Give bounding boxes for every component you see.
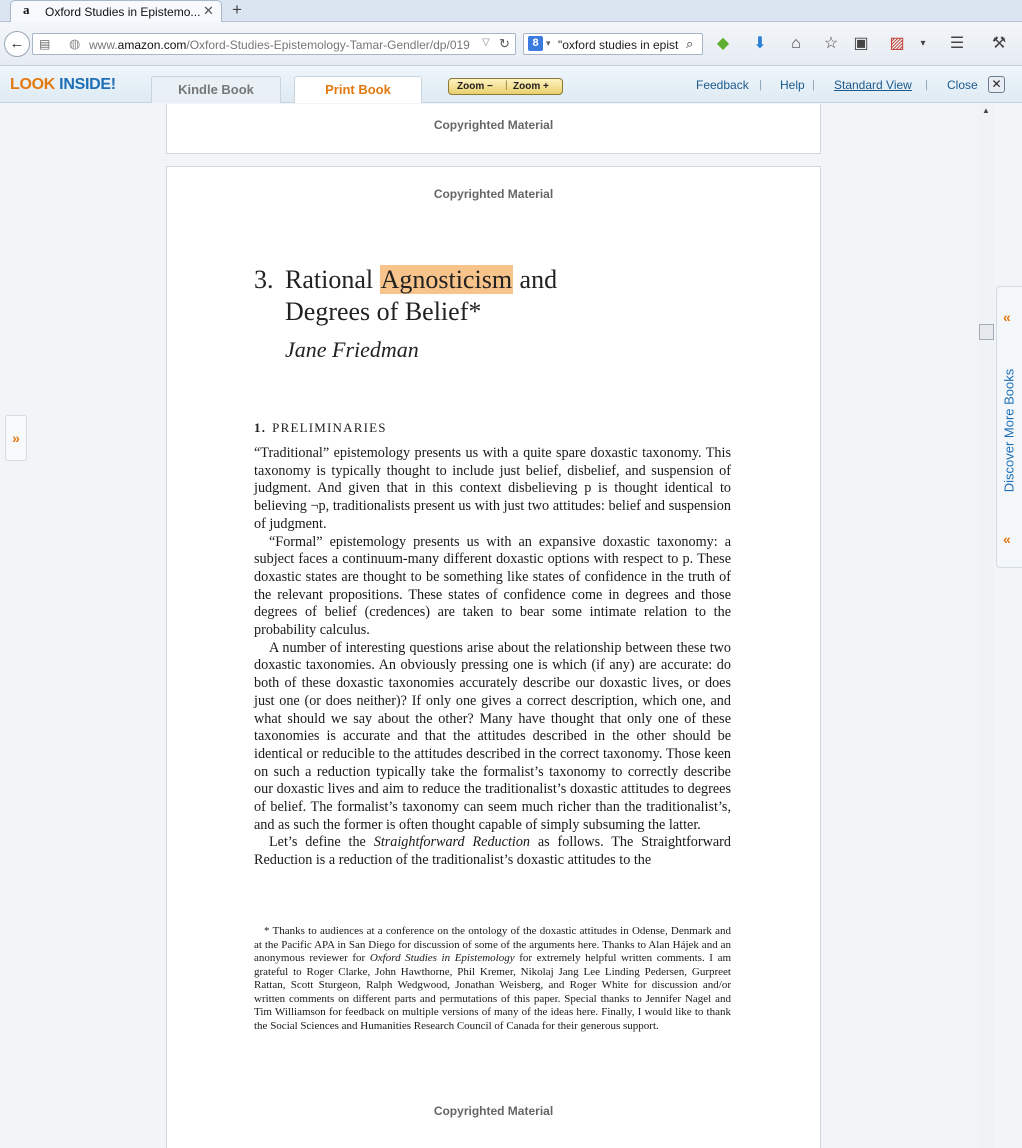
link-separator: |: [759, 79, 762, 91]
url-dropdown-icon[interactable]: ▽: [482, 37, 490, 48]
scrollbar[interactable]: [979, 104, 994, 1148]
bookmarks-menu-icon[interactable]: ▣: [853, 35, 869, 52]
tab-kindle-book[interactable]: Kindle Book: [151, 76, 281, 103]
discover-label[interactable]: Discover More Books: [1001, 368, 1017, 493]
zoom-out-button[interactable]: Zoom −: [457, 81, 493, 92]
collapse-arrow-icon[interactable]: «: [1003, 531, 1011, 547]
collapse-arrow-icon[interactable]: «: [1003, 309, 1011, 325]
page-body-text: [254, 445, 731, 870]
globe-icon[interactable]: ◍: [69, 36, 81, 51]
zoom-in-button[interactable]: Zoom +: [513, 81, 549, 92]
scrollbar-thumb[interactable]: [979, 324, 994, 340]
pdf-dropdown-icon[interactable]: ▾: [920, 38, 926, 49]
engine-dropdown-icon[interactable]: ▾: [546, 38, 551, 48]
page-icon[interactable]: ▤: [39, 37, 51, 51]
tab-title: Oxford Studies in Epistemo...: [45, 5, 201, 19]
scroll-up-icon[interactable]: ▲: [982, 106, 990, 115]
chapter-author: Jane Friedman: [285, 337, 419, 362]
home-icon[interactable]: ⌂: [791, 35, 801, 52]
close-link[interactable]: Close: [947, 78, 978, 92]
url-text[interactable]: www.amazon.com/Oxford-Studies-Epistemology-Tamar-Gendler/dp/019: [89, 38, 470, 52]
chapter-title-line2: Degrees of Belief*: [285, 297, 482, 326]
google-engine-icon[interactable]: 8: [528, 36, 543, 51]
tools-icon[interactable]: ⚒: [991, 35, 1007, 52]
search-input[interactable]: "oxford studies in epist: [558, 38, 679, 52]
standard-view-link[interactable]: Standard View: [834, 78, 912, 92]
book-viewer: [0, 104, 1022, 1148]
search-highlight: Agnosticism: [380, 265, 513, 294]
zoom-controls: [448, 78, 563, 95]
menu-icon[interactable]: ☰: [949, 35, 965, 52]
feedback-link[interactable]: Feedback: [696, 78, 749, 92]
zoom-divider: |: [505, 80, 508, 91]
reload-icon[interactable]: ↻: [499, 36, 510, 51]
tab-strip: [0, 0, 1022, 22]
help-link[interactable]: Help: [780, 78, 805, 92]
copyright-label: Copyrighted Material: [433, 187, 554, 201]
paragraph: Let’s define the Straightforward Reduction as follows. The Straightforward Reduction is a reduction of the traditionalist’s doxastic attitudes to the: [254, 834, 731, 869]
previous-page: [166, 104, 821, 154]
close-icon[interactable]: ✕: [988, 76, 1005, 93]
paragraph: “Traditional” epistemology presents us with a quite spare doxastic taxonomy. This taxonomy is typically thought to include just belief, disbelief, and suspension of judgment. And given that in this context disbelieving p is thought identical to believing ¬p, traditionalists present us with just two attitudes: belief and suspension of judgment.: [254, 445, 731, 532]
discover-more-books-panel[interactable]: [996, 286, 1022, 568]
paragraph: A number of interesting questions arise about the relationship between these two doxastic taxonomies. An obviously pressing one is which (if any) are accurate: do both of these doxastic taxonomies accurately describe our doxastic lives, or does just one (or does neither)? If only one gives a correct description, which one, and what should we say about the other? Many have thought that only one of these taxonomies is accurate and that the attitudes described in the other should be identical or reducible to the attitudes described in the correct taxonomy. Those keen on such a reduction typically take the formalist’s taxonomy to correctly describe our doxastic lives and aim to reduce the traditionalist’s doxastic attitudes to degrees of belief. The formalist’s taxonomy can seem much richer than the traditionalist’s, and as such the former is often thought capable of simply subsuming the latter.: [254, 639, 731, 833]
search-icon[interactable]: ⌕: [686, 36, 694, 51]
browser-tab[interactable]: [10, 0, 222, 22]
amazon-favicon-icon: a: [23, 2, 30, 17]
copyright-label: Copyrighted Material: [433, 1104, 554, 1118]
footnote: * Thanks to audiences at a conference on the ontology of the doxastic attitudes in Odense, Denmark and at the Pacific APA in San Diego for discussion of some of the arguments here. Thanks to Alan Hájek and an anonymous reviewer for Oxford Studies in Epistemology for extremely helpful written comments. I am grateful to Roger Clarke, John Hawthorne, Phil Kremer, Nikolaj Jang Lee Linding Pedersen, Gurpreet Rattan, Scott Sturgeon, Ralph Wedgwood, Jonathan Weisberg, and Roger White for discussion and/or written comments on different parts and permutations of this paper. Special thanks to Jennifer Nagel and Tim Williamson for feedback on multiple versions of many of the ideas here. Finally, I would like to thank the Social Sciences and Humanities Research Council of Canada for their generous support.: [254, 925, 732, 1032]
bookmark-star-icon[interactable]: ☆: [823, 35, 839, 52]
tab-print-book[interactable]: Print Book: [294, 76, 422, 103]
search-bar[interactable]: [523, 33, 703, 55]
copyright-label: Copyrighted Material: [433, 118, 554, 132]
link-separator: |: [925, 79, 928, 91]
book-page: [166, 166, 821, 1148]
back-button[interactable]: ←: [4, 31, 30, 57]
chapter-title: 3. Rational Agnosticism and: [254, 265, 558, 294]
paragraph: “Formal” epistemology presents us with an expansive doxastic taxonomy: a subject faces a continuum-many different doxastic options with respect to p. These doxastic states are thought to be something like states of confidence in the truth of the relevant propositions. These states of confidence come in degrees and those degrees of belief (credences) are taken to bear some intimate relation to the probability calculus.: [254, 533, 731, 639]
new-tab-icon[interactable]: +: [232, 0, 242, 19]
section-heading: 1. PRELIMINARIES: [254, 420, 387, 435]
navigation-toolbar: [0, 22, 1022, 66]
look-inside-logo: LOOK INSIDE!: [10, 76, 116, 93]
pdf-icon[interactable]: ▨: [889, 35, 905, 52]
addon-icon[interactable]: ◆: [716, 35, 730, 52]
link-separator: |: [812, 79, 815, 91]
downloads-icon[interactable]: ⬇: [753, 35, 767, 52]
url-bar[interactable]: [32, 33, 516, 55]
expand-left-panel-icon[interactable]: »: [5, 415, 27, 461]
close-tab-icon[interactable]: ✕: [203, 3, 214, 18]
